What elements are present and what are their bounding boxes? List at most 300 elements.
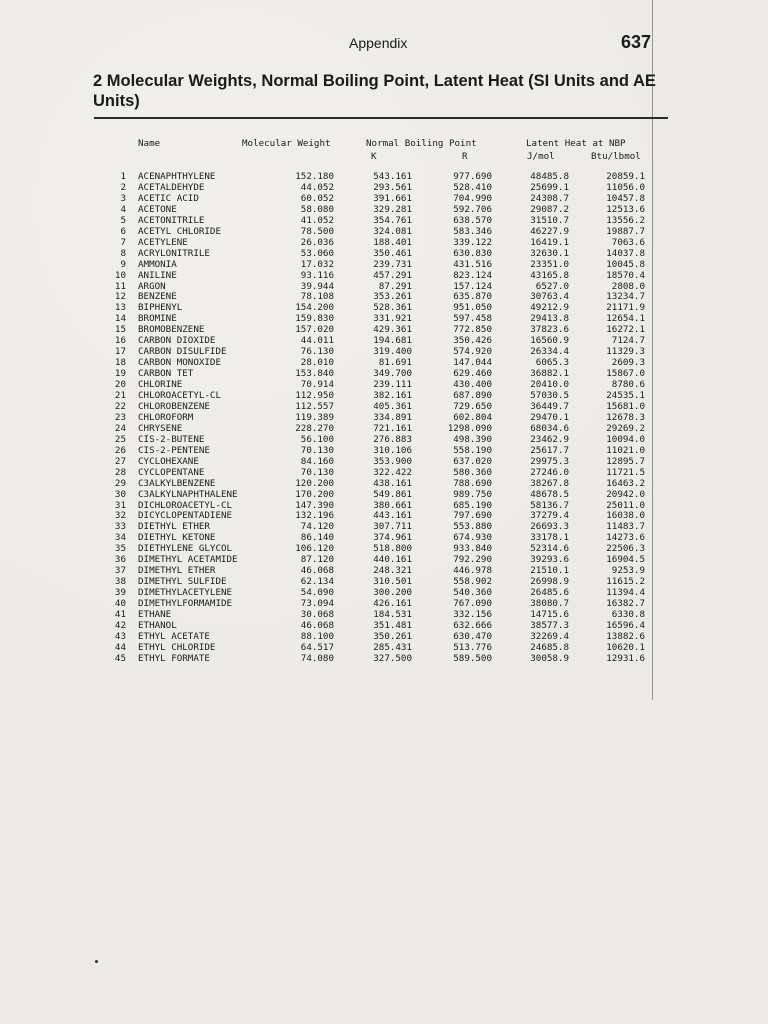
cell-no: 25	[114, 433, 126, 445]
cell-name: AMMONIA	[138, 258, 177, 270]
cell-jmol: 30763.4	[530, 291, 569, 303]
cell-jmol: 26334.4	[530, 346, 569, 358]
cell-r: 498.390	[453, 433, 492, 445]
cell-jmol: 32269.4	[530, 630, 569, 642]
cell-name: DIETHYL KETONE	[138, 532, 216, 544]
cell-jmol: 57030.5	[530, 390, 569, 401]
cell-name: ANILINE	[138, 269, 177, 281]
cell-r: 513.776	[453, 641, 492, 653]
cell-no: 9	[120, 258, 126, 270]
cell-mw: 41.052	[300, 214, 334, 226]
cell-no: 11	[114, 280, 126, 292]
cell-jmol: 30058.9	[530, 652, 569, 664]
cell-r: 580.360	[453, 466, 492, 478]
cell-name: C3ALKYLNAPHTHALENE	[138, 488, 238, 500]
cell-mw: 228.270	[295, 422, 334, 434]
cell-jmol: 38267.8	[530, 477, 569, 489]
cell-name: CHLOROBENZENE	[138, 400, 210, 412]
table-row	[0, 357, 768, 368]
cell-k: 248.321	[373, 565, 412, 577]
cell-mw: 154.200	[295, 302, 334, 314]
cell-name: ETHANOL	[138, 619, 177, 631]
section-header: Appendix	[349, 35, 408, 51]
cell-r: 528.410	[453, 181, 492, 193]
cell-k: 285.431	[373, 641, 412, 653]
cell-jmol: 14715.6	[530, 609, 569, 620]
cell-no: 22	[114, 400, 126, 412]
table-row	[0, 434, 768, 445]
cell-btu: 20942.0	[606, 488, 645, 500]
cell-no: 38	[114, 576, 126, 588]
title-rule	[94, 117, 668, 119]
cell-r: 574.920	[453, 346, 492, 358]
cell-mw: 78.108	[300, 291, 334, 303]
cell-name: DIMETHYL ACETAMIDE	[138, 554, 238, 566]
cell-mw: 70.914	[300, 379, 334, 391]
table-row	[0, 456, 768, 467]
cell-mw: 60.052	[300, 192, 334, 204]
cell-k: 310.501	[373, 576, 412, 588]
cell-k: 87.291	[378, 280, 412, 292]
table-title: 2 Molecular Weights, Normal Boiling Point, Latent Heat (SI Units and AE Units)	[93, 72, 656, 110]
cell-btu: 16596.4	[606, 619, 645, 631]
table-row	[0, 248, 768, 259]
cell-k: 319.400	[373, 346, 412, 358]
cell-k: 194.681	[373, 335, 412, 347]
cell-name: ETHYL ACETATE	[138, 630, 210, 642]
table-row	[0, 412, 768, 423]
cell-mw: 84.160	[300, 455, 334, 467]
cell-btu: 11329.3	[606, 346, 645, 358]
cell-k: 426.161	[373, 598, 412, 610]
cell-no: 27	[114, 455, 126, 467]
cell-no: 4	[120, 203, 126, 215]
table-row	[0, 478, 768, 489]
cell-jmol: 36449.7	[530, 400, 569, 412]
cell-name: BIPHENYL	[138, 302, 183, 314]
cell-name: CARBON DIOXIDE	[138, 335, 216, 347]
cell-jmol: 43165.8	[530, 269, 569, 281]
table-row	[0, 620, 768, 631]
cell-name: DIMETHYL ETHER	[138, 565, 216, 577]
cell-r: 339.122	[453, 236, 492, 248]
table-row	[0, 182, 768, 193]
cell-btu: 24535.1	[606, 390, 645, 401]
cell-no: 30	[114, 488, 126, 500]
cell-name: CHLORINE	[138, 379, 183, 391]
cell-btu: 22506.3	[606, 543, 645, 555]
table-row	[0, 467, 768, 478]
cell-no: 14	[114, 313, 126, 325]
cell-no: 15	[114, 324, 126, 336]
cell-r: 629.460	[453, 368, 492, 380]
cell-name: DIMETHYL SULFIDE	[138, 576, 227, 588]
cell-btu: 10620.1	[606, 641, 645, 653]
cell-jmol: 24685.8	[530, 641, 569, 653]
cell-mw: 120.200	[295, 477, 334, 489]
cell-r: 558.902	[453, 576, 492, 588]
cell-no: 29	[114, 477, 126, 489]
cell-name: BENZENE	[138, 291, 177, 303]
cell-k: 322.422	[373, 466, 412, 478]
cell-r: 638.570	[453, 214, 492, 226]
table-row	[0, 554, 768, 565]
cell-no: 2	[120, 181, 126, 193]
cell-no: 44	[114, 641, 126, 653]
cell-btu: 2808.0	[611, 280, 645, 292]
col-header-latent-heat: Latent Heat at NBP	[526, 138, 626, 149]
cell-btu: 12513.6	[606, 203, 645, 215]
cell-no: 43	[114, 630, 126, 642]
cell-r: 157.124	[453, 280, 492, 292]
cell-no: 21	[114, 390, 126, 401]
col-unit-btu: Btu/lbmol	[591, 151, 641, 162]
cell-jmol: 29087.2	[530, 203, 569, 215]
cell-r: 630.470	[453, 630, 492, 642]
cell-btu: 12931.6	[606, 652, 645, 664]
page-number: 637	[621, 32, 652, 52]
cell-btu: 11056.0	[606, 181, 645, 193]
cell-jmol: 26485.6	[530, 587, 569, 599]
cell-jmol: 31510.7	[530, 214, 569, 226]
cell-r: 597.458	[453, 313, 492, 325]
cell-name: ACETYLENE	[138, 236, 188, 248]
table-row	[0, 521, 768, 532]
cell-k: 184.531	[373, 609, 412, 620]
cell-btu: 9253.9	[611, 565, 645, 577]
cell-r: 977.690	[453, 171, 492, 182]
cell-name: BROMINE	[138, 313, 177, 325]
cell-name: ACETONE	[138, 203, 177, 215]
cell-jmol: 68034.6	[530, 422, 569, 434]
table-row	[0, 543, 768, 554]
cell-btu: 13556.2	[606, 214, 645, 226]
cell-mw: 157.020	[295, 324, 334, 336]
cell-name: ARGON	[138, 280, 166, 292]
cell-no: 1	[120, 171, 126, 182]
table-row	[0, 270, 768, 281]
cell-btu: 11483.7	[606, 521, 645, 533]
cell-name: DICHLOROACETYL-CL	[138, 499, 233, 511]
cell-mw: 54.090	[300, 587, 334, 599]
cell-name: CARBON DISULFIDE	[138, 346, 227, 358]
cell-k: 351.481	[373, 619, 412, 631]
cell-r: 685.190	[453, 499, 492, 511]
cell-jmol: 48485.8	[530, 171, 569, 182]
cell-mw: 159.830	[295, 313, 334, 325]
cell-btu: 7124.7	[611, 335, 645, 347]
cell-name: ETHYL FORMATE	[138, 652, 210, 664]
cell-no: 45	[114, 652, 126, 664]
cell-k: 188.401	[373, 236, 412, 248]
cell-mw: 93.116	[300, 269, 334, 281]
cell-jmol: 29470.1	[530, 411, 569, 423]
cell-r: 446.978	[453, 565, 492, 577]
cell-mw: 53.060	[300, 247, 334, 259]
cell-jmol: 48678.5	[530, 488, 569, 500]
cell-btu: 14273.6	[606, 532, 645, 544]
cell-name: DICYCLOPENTADIENE	[138, 510, 233, 522]
cell-k: 350.261	[373, 630, 412, 642]
cell-btu: 11721.5	[606, 466, 645, 478]
cell-no: 28	[114, 466, 126, 478]
cell-no: 37	[114, 565, 126, 577]
cell-jmol: 27246.0	[530, 466, 569, 478]
cell-k: 353.900	[373, 455, 412, 467]
cell-mw: 112.557	[295, 400, 334, 412]
cell-k: 405.361	[373, 400, 412, 412]
cell-k: 374.961	[373, 532, 412, 544]
table-row	[0, 259, 768, 270]
cell-mw: 17.032	[300, 258, 334, 270]
cell-no: 8	[120, 247, 126, 259]
cell-mw: 26.036	[300, 236, 334, 248]
cell-r: 792.290	[453, 554, 492, 566]
cell-btu: 7063.6	[611, 236, 645, 248]
cell-btu: 15867.0	[606, 368, 645, 380]
cell-k: 310.106	[373, 444, 412, 456]
table-row	[0, 379, 768, 390]
cell-mw: 62.134	[300, 576, 334, 588]
cell-name: DIMETHYLACETYLENE	[138, 587, 233, 599]
cell-btu: 12678.3	[606, 411, 645, 423]
cell-r: 431.516	[453, 258, 492, 270]
cell-r: 332.156	[453, 609, 492, 620]
table-row	[0, 653, 768, 664]
table-row	[0, 642, 768, 653]
cell-no: 13	[114, 302, 126, 314]
cell-jmol: 49212.9	[530, 302, 569, 314]
cell-no: 24	[114, 422, 126, 434]
cell-name: ACETIC ACID	[138, 192, 199, 204]
cell-r: 772.850	[453, 324, 492, 336]
cell-name: ETHANE	[138, 609, 172, 620]
cell-jmol: 23351.0	[530, 258, 569, 270]
table-row	[0, 171, 768, 182]
cell-jmol: 23462.9	[530, 433, 569, 445]
cell-btu: 16038.0	[606, 510, 645, 522]
cell-mw: 46.068	[300, 565, 334, 577]
cell-r: 989.750	[453, 488, 492, 500]
table-row	[0, 532, 768, 543]
cell-k: 457.291	[373, 269, 412, 281]
table-row	[0, 445, 768, 456]
cell-r: 602.804	[453, 411, 492, 423]
cell-k: 528.361	[373, 302, 412, 314]
cell-k: 300.200	[373, 587, 412, 599]
cell-no: 10	[114, 269, 126, 281]
cell-btu: 11021.0	[606, 444, 645, 456]
cell-mw: 44.052	[300, 181, 334, 193]
cell-name: CHLOROACETYL-CL	[138, 390, 221, 401]
cell-name: CIS-2-PENTENE	[138, 444, 210, 456]
cell-k: 324.081	[373, 225, 412, 237]
cell-name: CARBON MONOXIDE	[138, 357, 221, 369]
cell-jmol: 29413.8	[530, 313, 569, 325]
cell-mw: 153.840	[295, 368, 334, 380]
cell-no: 23	[114, 411, 126, 423]
table-row	[0, 281, 768, 292]
cell-r: 674.930	[453, 532, 492, 544]
cell-btu: 10457.8	[606, 192, 645, 204]
table-row	[0, 401, 768, 412]
cell-k: 721.161	[373, 422, 412, 434]
cell-btu: 16382.7	[606, 598, 645, 610]
cell-no: 42	[114, 619, 126, 631]
cell-jmol: 58136.7	[530, 499, 569, 511]
cell-btu: 15681.0	[606, 400, 645, 412]
speck-mark	[95, 960, 98, 963]
cell-r: 797.690	[453, 510, 492, 522]
table-row	[0, 324, 768, 335]
cell-jmol: 52314.6	[530, 543, 569, 555]
cell-r: 823.124	[453, 269, 492, 281]
cell-k: 239.111	[373, 379, 412, 391]
cell-no: 3	[120, 192, 126, 204]
cell-mw: 87.120	[300, 554, 334, 566]
cell-k: 350.461	[373, 247, 412, 259]
cell-name: CARBON TET	[138, 368, 194, 380]
cell-jmol: 16560.9	[530, 335, 569, 347]
cell-btu: 19887.7	[606, 225, 645, 237]
cell-k: 518.800	[373, 543, 412, 555]
cell-btu: 21171.9	[606, 302, 645, 314]
cell-mw: 132.196	[295, 510, 334, 522]
cell-btu: 2609.3	[611, 357, 645, 369]
cell-jmol: 25617.7	[530, 444, 569, 456]
cell-name: CYCLOPENTANE	[138, 466, 205, 478]
cell-btu: 12654.1	[606, 313, 645, 325]
cell-k: 334.891	[373, 411, 412, 423]
cell-r: 635.870	[453, 291, 492, 303]
table-row	[0, 500, 768, 511]
cell-jmol: 37823.6	[530, 324, 569, 336]
cell-k: 382.161	[373, 390, 412, 401]
cell-r: 592.706	[453, 203, 492, 215]
cell-name: ACRYLONITRILE	[138, 247, 210, 259]
cell-mw: 30.068	[300, 609, 334, 620]
cell-k: 331.921	[373, 313, 412, 325]
table-row	[0, 204, 768, 215]
cell-jmol: 36882.1	[530, 368, 569, 380]
cell-jmol: 29975.3	[530, 455, 569, 467]
table-row	[0, 576, 768, 587]
table-row	[0, 423, 768, 434]
cell-k: 349.700	[373, 368, 412, 380]
table-row	[0, 390, 768, 401]
cell-btu: 11394.4	[606, 587, 645, 599]
cell-mw: 70.130	[300, 444, 334, 456]
table-row	[0, 226, 768, 237]
col-header-molecular-weight: Molecular Weight	[242, 138, 331, 149]
table-row	[0, 291, 768, 302]
cell-mw: 73.094	[300, 598, 334, 610]
cell-mw: 86.140	[300, 532, 334, 544]
cell-no: 33	[114, 521, 126, 533]
cell-no: 17	[114, 346, 126, 358]
cell-btu: 18570.4	[606, 269, 645, 281]
cell-mw: 147.390	[295, 499, 334, 511]
cell-name: ACETALDEHYDE	[138, 181, 205, 193]
cell-mw: 76.130	[300, 346, 334, 358]
cell-k: 81.691	[378, 357, 412, 369]
table-row	[0, 346, 768, 357]
cell-mw: 70.130	[300, 466, 334, 478]
cell-mw: 58.080	[300, 203, 334, 215]
cell-k: 443.161	[373, 510, 412, 522]
cell-mw: 64.517	[300, 641, 334, 653]
cell-btu: 13882.6	[606, 630, 645, 642]
cell-jmol: 32630.1	[530, 247, 569, 259]
cell-btu: 16272.1	[606, 324, 645, 336]
cell-name: ETHYL CHLORIDE	[138, 641, 216, 653]
col-header-name: Name	[138, 138, 161, 149]
cell-jmol: 39293.6	[530, 554, 569, 566]
cell-name: CHRYSENE	[138, 422, 183, 434]
cell-jmol: 46227.9	[530, 225, 569, 237]
cell-name: DIETHYLENE GLYCOL	[138, 543, 233, 555]
cell-r: 553.880	[453, 521, 492, 533]
cell-no: 39	[114, 587, 126, 599]
cell-k: 429.361	[373, 324, 412, 336]
cell-btu: 8780.6	[611, 379, 645, 391]
cell-no: 31	[114, 499, 126, 511]
cell-k: 391.661	[373, 192, 412, 204]
cell-no: 34	[114, 532, 126, 544]
cell-r: 583.346	[453, 225, 492, 237]
cell-no: 36	[114, 554, 126, 566]
table-row	[0, 631, 768, 642]
cell-k: 543.161	[373, 171, 412, 182]
cell-no: 16	[114, 335, 126, 347]
cell-no: 12	[114, 291, 126, 303]
cell-no: 35	[114, 543, 126, 555]
cell-btu: 10045.8	[606, 258, 645, 270]
cell-no: 5	[120, 214, 126, 226]
cell-jmol: 26693.3	[530, 521, 569, 533]
table-row	[0, 598, 768, 609]
cell-r: 632.666	[453, 619, 492, 631]
cell-no: 19	[114, 368, 126, 380]
table-row	[0, 313, 768, 324]
table-row	[0, 215, 768, 226]
cell-name: ACETONITRILE	[138, 214, 205, 226]
cell-mw: 39.944	[300, 280, 334, 292]
table-row	[0, 587, 768, 598]
cell-jmol: 37279.4	[530, 510, 569, 522]
cell-btu: 10094.0	[606, 433, 645, 445]
cell-k: 380.661	[373, 499, 412, 511]
cell-jmol: 16419.1	[530, 236, 569, 248]
cell-r: 687.890	[453, 390, 492, 401]
cell-mw: 28.010	[300, 357, 334, 369]
cell-jmol: 38577.3	[530, 619, 569, 631]
cell-r: 788.690	[453, 477, 492, 489]
cell-no: 18	[114, 357, 126, 369]
cell-r: 558.190	[453, 444, 492, 456]
cell-mw: 44.011	[300, 335, 334, 347]
cell-name: C3ALKYLBENZENE	[138, 477, 216, 489]
cell-no: 32	[114, 510, 126, 522]
cell-r: 637.020	[453, 455, 492, 467]
cell-r: 589.500	[453, 652, 492, 664]
cell-mw: 152.180	[295, 171, 334, 182]
cell-jmol: 20410.0	[530, 379, 569, 391]
cell-name: DIETHYL ETHER	[138, 521, 210, 533]
cell-no: 41	[114, 609, 126, 620]
cell-name: DIMETHYLFORMAMIDE	[138, 598, 233, 610]
cell-r: 540.360	[453, 587, 492, 599]
